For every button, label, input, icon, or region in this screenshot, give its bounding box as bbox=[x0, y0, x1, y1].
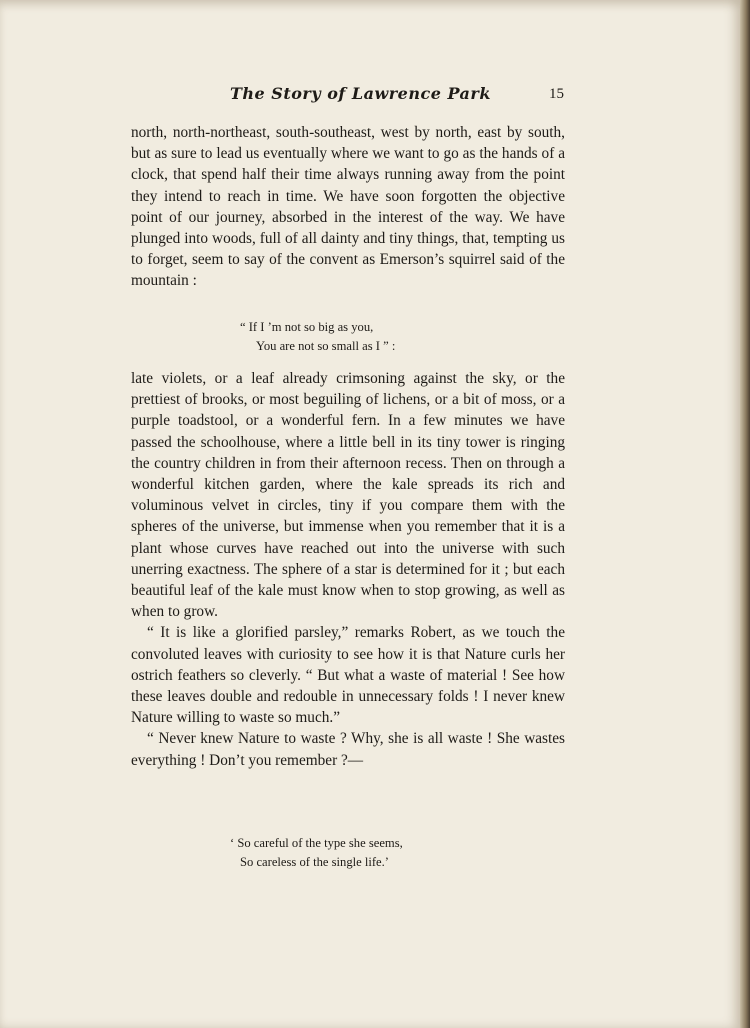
body-text-top bbox=[131, 122, 565, 292]
verse-quote-squirrel bbox=[240, 318, 395, 356]
paragraph: “ It is like a glorified parsley,” remarks Robert, as we touch the convoluted leaves with curiosity to see how it is that Nature curls her ostrich feathers so cleverly. “ But what a waste of material ! See how these leaves double and redouble in unnecessary folds ! I never knew Nature willing to waste so much.” bbox=[131, 624, 565, 727]
verse-line: “ If I ’m not so big as you, bbox=[240, 320, 374, 334]
paragraph: late violets, or a leaf already crimsoning against the sky, or the prettiest of brooks, or most beguiling of lichens, or a bit of moss, or a purple toadstool, or a wonderful fern. In a few minutes we have passed the schoolhouse, where a little bell in its tiny tower is ringing the country children in from their afternoon recess. Then on through a wonderful kitchen garden, where the kale spreads its rich and voluminous velvet in circles, tiny if you compare them with the spheres of the universe, but immense when you remember that it is a plant whose curves have reached out into the universe with such unerring exactness. The sphere of a star is determined for it ; but each beautiful leaf of the kale must know when to stop growing, as well as when to grow. bbox=[131, 370, 565, 621]
paragraph: “ Never knew Nature to waste ? Why, she is all waste ! She wastes everything ! Don’t you remember ?— bbox=[131, 730, 565, 769]
page-edge bbox=[740, 0, 750, 1028]
verse-line: You are not so small as I ” : bbox=[256, 339, 396, 353]
running-title: The Story of Lawrence Park bbox=[230, 84, 491, 103]
paragraph: north, north-northeast, south-southeast, west by north, east by south, but as sure to lead us eventually where we want to go as the hands of a clock, that spend half their time always running away from the point they intend to reach in time. We have soon forgotten the objective point of our journey, absorbed in the interest of the way. We have plunged into woods, full of all dainty and tiny things, that, tempting us to forget, seem to say of the convent as Emerson’s squirrel said of the mountain : bbox=[131, 124, 565, 290]
verse-line: So careless of the single life.’ bbox=[240, 855, 389, 869]
running-header bbox=[130, 84, 564, 110]
verse-line: ‘ So careful of the type she seems, bbox=[230, 836, 403, 850]
page-number: 15 bbox=[549, 86, 564, 102]
verse-quote-tennyson bbox=[230, 834, 403, 872]
body-text-middle bbox=[131, 368, 565, 771]
